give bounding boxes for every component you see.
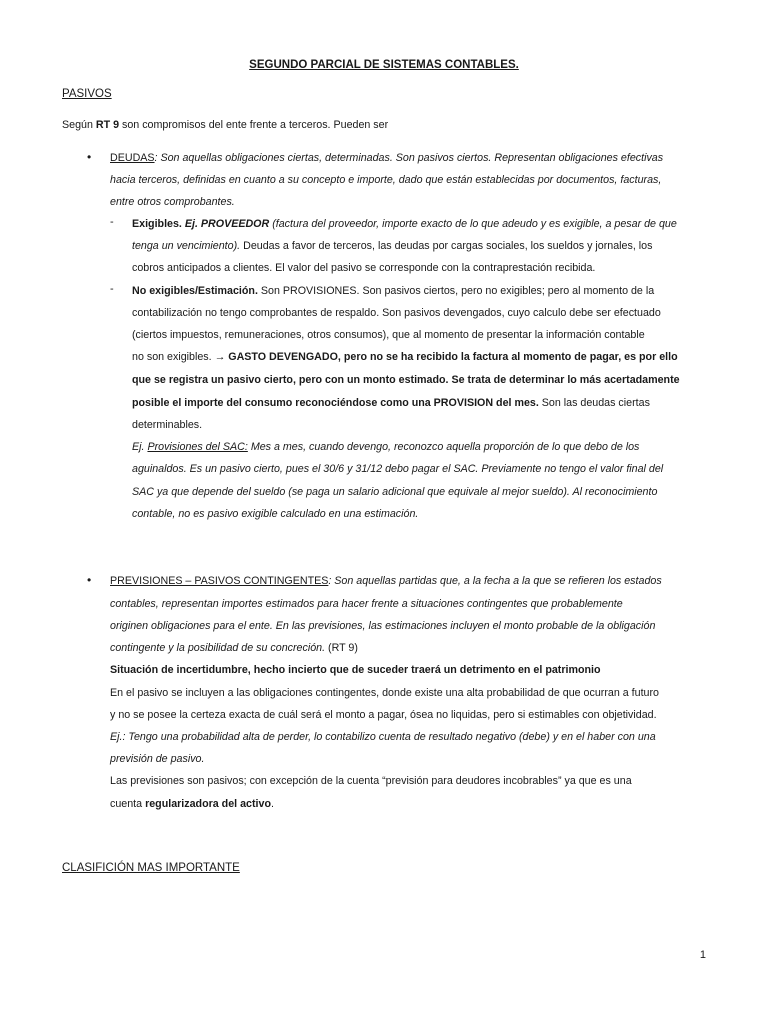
exigibles-line-3: cobros anticipados a clientes. El valor del pasivo se corresponde con la contraprestación recibida.	[132, 262, 596, 274]
previsiones-ej-2: previsión de pasivo.	[110, 753, 205, 765]
ej-sac-line-2: aguinaldos. Es un pasivo cierto, pues el 30/6 y 31/12 debo pagar el SAC. Previamente no tengo el valor final del	[132, 463, 664, 475]
previsiones-line-2: contables, representan importes estimados para hacer frente a situaciones contingentes que probablemente	[110, 598, 623, 610]
section-heading-clasificacion: CLASIFICIÓN MAS IMPORTANTE	[62, 862, 240, 874]
previsiones-rt9: (RT 9)	[325, 642, 358, 654]
no-exigibles-line-7: determinables.	[132, 419, 203, 431]
provision-text: posible el importe del consumo reconociéndose como una PROVISION del mes.	[132, 397, 539, 409]
intro-rt9: RT 9	[95, 119, 120, 131]
previsiones-p4-post: .	[270, 798, 274, 810]
previsiones-text-1: : Son aquellas partidas que, a la fecha a la que se refieren los estados	[328, 575, 662, 587]
gasto-devengado-text: → GASTO DEVENGADO, pero no se ha recibido la factura al momento de pagar, es por ello	[214, 351, 678, 363]
previsiones-p2: y no se posee la certeza exacta de cuál será el monto a pagar, ósea no liquidas, pero si estimables con objetividad.	[110, 709, 657, 721]
previsiones-ej-1: Ej.: Tengo una probabilidad alta de perder, lo contabilizo cuenta de resultado negativo (debe) y en el haber con una	[110, 731, 656, 743]
deudas-label: DEUDAS	[110, 152, 155, 164]
ej-sac-line-3: SAC ya que depende del sueldo (se paga un salario adicional que equivale al mejor sueldo). Al reconocimiento	[132, 486, 658, 498]
previsiones-p3: Las previsiones son pasivos; con excepción de la cuenta “previsión para deudores incobrables” ya que es una	[110, 775, 632, 787]
page-number: 1	[699, 949, 706, 961]
previsiones-p1: En el pasivo se incluyen a las obligaciones contingentes, donde existe una alta probabilidad de que ocurran a futuro	[110, 687, 659, 699]
previsiones-line-1	[110, 574, 662, 588]
previsiones-label: PREVISIONES – PASIVOS CONTINGENTES	[110, 575, 329, 587]
no-exigibles-label: No exigibles/Estimación.	[132, 285, 258, 297]
no-exigibles-text-1: Son PROVISIONES. Son pasivos ciertos, pero no exigibles; pero al momento de la	[257, 285, 655, 297]
bullet-deudas: •	[87, 150, 92, 164]
no-exigibles-line-5: que se registra un pasivo cierto, pero con un monto estimado. Se trata de determinar lo más acertadamente	[132, 374, 680, 386]
no-exigibles-line-3: (ciertos impuestos, remuneraciones, otros consumos), que al momento de presentar la información contable	[132, 329, 645, 341]
deudas-line-1	[110, 151, 663, 165]
ej-sac-text-1: Mes a mes, cuando devengo, reconozco aquella proporción de lo que debo de los	[247, 441, 640, 453]
ej-sac-line-1	[132, 440, 639, 454]
intro-paragraph	[62, 118, 388, 132]
dash-exigibles: -	[110, 216, 114, 228]
no-exigibles-line-6	[132, 396, 650, 410]
no-exigibles-line-4	[132, 350, 678, 364]
previsiones-line-3: originen obligaciones para el ente. En las previsiones, las estimaciones incluyen el monto probable de la obligación	[110, 620, 656, 632]
exigibles-line-2	[132, 239, 652, 253]
exigibles-text-1: (factura del proveedor, importe exacto de lo que adeudo y es exigible, a pesar de que	[269, 218, 677, 230]
deudas-text-1: : Son aquellas obligaciones ciertas, determinadas. Son pasivos ciertos. Representan obligaciones efectivas	[154, 152, 664, 164]
ej-sac-prefix: Ej.	[132, 441, 148, 453]
no-exigibles-line-2: contabilización no tengo comprobantes de respaldo. Son pasivos devengados, cuyo calculo debe ser efectuado	[132, 307, 661, 319]
section-heading-pasivos: PASIVOS	[62, 88, 112, 100]
previsiones-p4	[110, 797, 274, 811]
previsiones-p4-pre: cuenta	[110, 798, 146, 810]
previsiones-text-4-italic: contingente y la posibilidad de su concreción.	[110, 642, 326, 654]
no-exigibles-text-4: no son exigibles.	[132, 351, 215, 363]
incertidumbre-line: Situación de incertidumbre, hecho incierto que de suceder traerá un detrimento en el patrimonio	[110, 664, 601, 676]
no-exigibles-text-6: Son las deudas ciertas	[538, 397, 650, 409]
dash-no-exigibles: -	[110, 283, 114, 295]
regularizadora-text: regularizadora del activo	[145, 798, 271, 810]
intro-text-pre: Según	[62, 119, 96, 131]
exigibles-text-2: Deudas a favor de terceros, las deudas por cargas sociales, los sueldos y jornales, los	[240, 240, 653, 252]
ej-sac-line-4: contable, no es pasivo exigible calculado en una estimación.	[132, 508, 419, 520]
document-title: SEGUNDO PARCIAL DE SISTEMAS CONTABLES.	[249, 59, 519, 71]
exigibles-label: Exigibles.	[132, 218, 182, 230]
exigibles-ej: Ej. PROVEEDOR	[181, 218, 270, 230]
ej-sac-label: Provisiones del SAC:	[147, 441, 248, 453]
exigibles-line-1	[132, 217, 677, 231]
deudas-line-2: hacia terceros, definidas en cuanto a su concepto e importe, dado que están establecidas por documentos, facturas,	[110, 174, 662, 186]
previsiones-line-4	[110, 641, 358, 655]
exigibles-text-2-italic: tenga un vencimiento).	[132, 240, 241, 252]
intro-text-post: son compromisos del ente frente a terceros. Pueden ser	[119, 119, 389, 131]
no-exigibles-line-1	[132, 284, 654, 298]
deudas-line-3: entre otros comprobantes.	[110, 196, 235, 208]
bullet-previsiones: •	[87, 573, 92, 587]
